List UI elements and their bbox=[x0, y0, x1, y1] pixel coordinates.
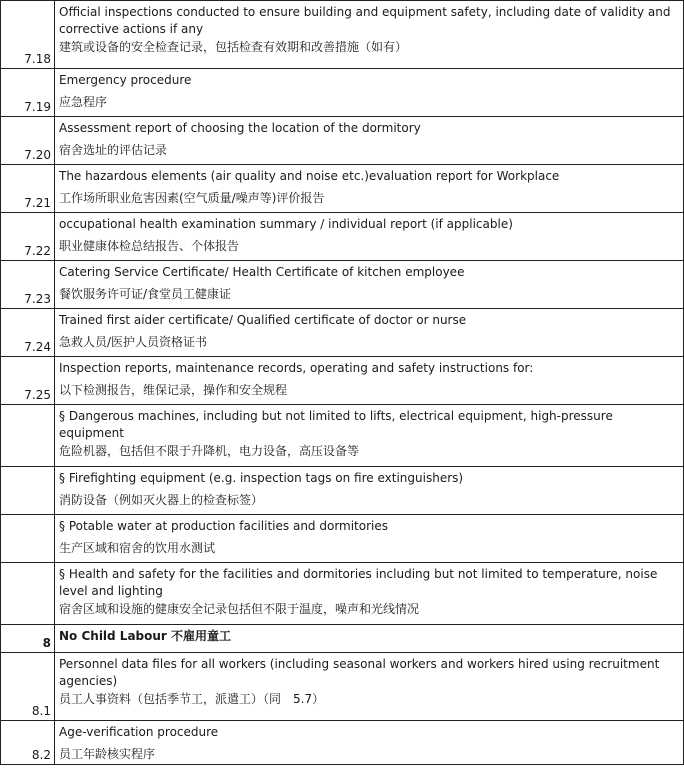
row-number: 8.2 bbox=[1, 721, 55, 765]
english-text: § Potable water at production facilities and dormitories bbox=[59, 519, 389, 533]
row-description bbox=[55, 721, 684, 765]
english-text: Official inspections conducted to ensure building and equipment safety, including date of validity and corrective actions if any bbox=[59, 5, 671, 36]
row-description bbox=[55, 467, 684, 515]
row-description bbox=[55, 309, 684, 357]
english-text: § Firefighting equipment (e.g. inspection tags on fire extinguishers) bbox=[59, 471, 464, 485]
row-number: 7.24 bbox=[1, 309, 55, 357]
english-text: § Dangerous machines, including but not limited to lifts, electrical equipment, high-pressure equipment bbox=[59, 409, 613, 440]
chinese-text: 建筑或设备的安全检查记录，包括检查有效期和改善措施（如有） bbox=[59, 40, 408, 54]
chinese-text: 员工年龄核实程序 bbox=[59, 747, 156, 761]
english-text: The hazardous elements (air quality and noise etc.)evaluation report for Workplace bbox=[59, 169, 560, 183]
row-number: 7.25 bbox=[1, 357, 55, 405]
chinese-text: 急救人员/医护人员资格证书 bbox=[59, 335, 208, 349]
chinese-text: 宿舍区域和设施的健康安全记录包括但不限于温度，噪声和光线情况 bbox=[59, 602, 420, 616]
table-row bbox=[1, 653, 684, 721]
section-number-text: 8 bbox=[42, 636, 51, 650]
row-number bbox=[1, 515, 55, 563]
chinese-text: 消防设备（例如灭火器上的检查标签） bbox=[59, 493, 264, 507]
row-number: 7.23 bbox=[1, 261, 55, 309]
row-description bbox=[55, 653, 684, 721]
chinese-text: 职业健康体检总结报告、个体报告 bbox=[59, 239, 240, 253]
table-row bbox=[1, 213, 684, 261]
table-row bbox=[1, 467, 684, 515]
row-number bbox=[1, 563, 55, 625]
table-row bbox=[1, 1, 684, 69]
row-description bbox=[55, 165, 684, 213]
english-text: Catering Service Certificate/ Health Certificate of kitchen employee bbox=[59, 265, 465, 279]
chinese-text: 餐饮服务许可证/食堂员工健康证 bbox=[59, 287, 232, 301]
chinese-text: 以下检测报告，维保记录，操作和安全规程 bbox=[59, 383, 288, 397]
table-row bbox=[1, 261, 684, 309]
english-text: Emergency procedure bbox=[59, 73, 192, 87]
table-row bbox=[1, 625, 684, 653]
row-description bbox=[55, 405, 684, 467]
row-number bbox=[1, 467, 55, 515]
table-row bbox=[1, 357, 684, 405]
row-description bbox=[55, 261, 684, 309]
table-row bbox=[1, 69, 684, 117]
row-description bbox=[55, 563, 684, 625]
chinese-text: 生产区域和宿舍的饮用水测试 bbox=[59, 541, 216, 555]
table-row bbox=[1, 117, 684, 165]
english-text: occupational health examination summary / individual report (if applicable) bbox=[59, 217, 513, 231]
chinese-text: 危险机器，包括但不限于升降机，电力设备，高压设备等 bbox=[59, 444, 360, 458]
section-heading: No Child Labour 不雇用童工 bbox=[59, 629, 232, 643]
row-number: 7.20 bbox=[1, 117, 55, 165]
table-row bbox=[1, 309, 684, 357]
english-text: Assessment report of choosing the location of the dormitory bbox=[59, 121, 421, 135]
row-description bbox=[55, 69, 684, 117]
row-number: 7.22 bbox=[1, 213, 55, 261]
english-text: Inspection reports, maintenance records, operating and safety instructions for: bbox=[59, 361, 534, 375]
row-number bbox=[1, 405, 55, 467]
row-description bbox=[55, 515, 684, 563]
row-number: 8.1 bbox=[1, 653, 55, 721]
chinese-text: 应急程序 bbox=[59, 95, 108, 109]
table-row bbox=[1, 515, 684, 563]
row-number: 7.18 bbox=[1, 1, 55, 69]
row-description bbox=[55, 213, 684, 261]
chinese-text: 宿舍选址的评估记录 bbox=[59, 143, 168, 157]
chinese-text: 工作场所职业危害因素(空气质量/噪声等)评价报告 bbox=[59, 191, 325, 205]
table-row bbox=[1, 405, 684, 467]
section-number bbox=[1, 625, 55, 653]
table-row bbox=[1, 563, 684, 625]
row-description bbox=[55, 357, 684, 405]
english-text: § Health and safety for the facilities and dormitories including but not limited to temperature, noise level and lighting bbox=[59, 567, 658, 598]
row-description bbox=[55, 1, 684, 69]
english-text: Age-verification procedure bbox=[59, 725, 219, 739]
english-text: Trained first aider certificate/ Qualified certificate of doctor or nurse bbox=[59, 313, 467, 327]
table-row bbox=[1, 165, 684, 213]
row-number: 7.19 bbox=[1, 69, 55, 117]
row-number: 7.21 bbox=[1, 165, 55, 213]
row-description bbox=[55, 625, 684, 653]
table-row bbox=[1, 721, 684, 765]
chinese-text: 员工人事资料（包括季节工，派遣工）（同 5.7） bbox=[59, 692, 325, 706]
english-text: Personnel data files for all workers (including seasonal workers and workers hired using recruitment agencies) bbox=[59, 657, 660, 688]
row-description bbox=[55, 117, 684, 165]
